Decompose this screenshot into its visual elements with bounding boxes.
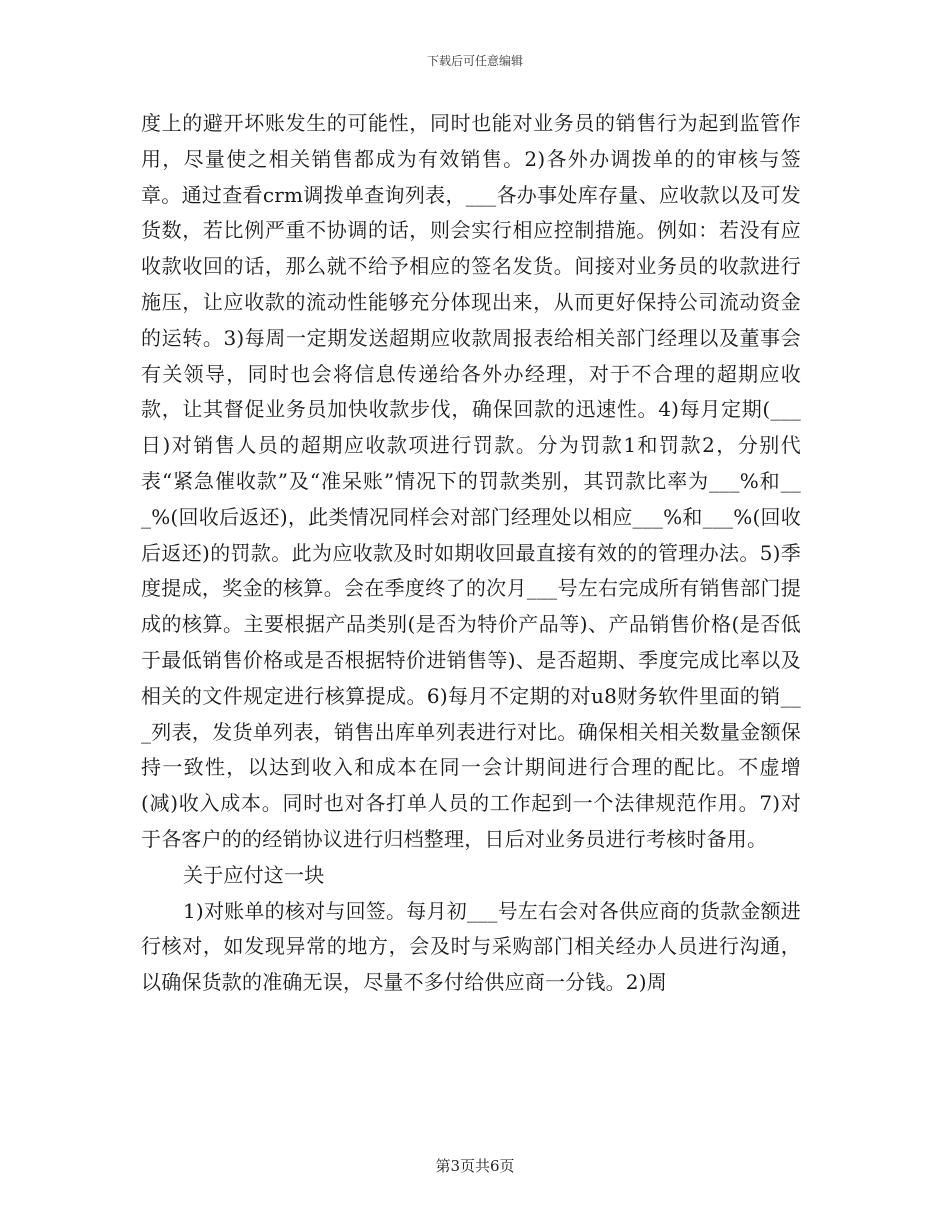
page-header: 下载后可任意编辑 <box>426 54 523 68</box>
document-body <box>141 106 801 1001</box>
body-paragraph: 度上的避开坏账发生的可能性，同时也能对业务员的销售行为起到监管作用，尽量使之相关销售都成为有效销售。2)各外办调拨单的的审核与签章。通过查看crm调拨单查询列表，___各办事处库存量、应收款以及可发货数，若比例严重不协调的话，则会实行相应控制措施。例如：若没有应收款收回的话，那么就不给予相应的签名发货。间接对业务员的收款进行施压，让应收款的流动性能够充分体现出来，从而更好保持公司流动资金的运转。3)每周一定期发送超期应收款周报表给相关部门经理以及董事会有关领导，同时也会将信息传递给各外办经理，对于不合理的超期应收款，让其督促业务员加快收款步伐，确保回款的迅速性。4)每月定期(___日)对销售人员的超期应收款项进行罚款。分为罚款1和罚款2，分别代表“紧急催收款”及“准呆账”情况下的罚款类别，其罚款比率为___%和___%(回收后返还)，此类情况同样会对部门经理处以相应___%和___%(回收后返还)的罚款。此为应收款及时如期收回最直接有效的的管理办法。5)季度提成，奖金的核算。会在季度终了的次月___号左右完成所有销售部门提成的核算。主要根据产品类别(是否为特价产品等)、产品销售价格(是否低于最低销售价格或是否根据特价进销售等)、是否超期、季度完成比率以及相关的文件规定进行核算提成。6)每月不定期的对u8财务软件里面的销___列表，发货单列表，销售出库单列表进行对比。确保相关相关数量金额保持一致性，以达到收入和成本在同一会计期间进行合理的配比。不虚增(减)收入成本。同时也对各打单人员的工作起到一个法律规范作用。7)对于各客户的的经销协议进行归档整理，日后对业务员进行考核时备用。 <box>141 111 801 851</box>
body-paragraph: 1)对账单的核对与回签。每月初___号左右会对各供应商的货款金额进行核对，如发现异常的地方，会及时与采购部门相关经办人员进行沟通，以确保货款的准确无误，尽量不多付给供应商一分钱。2)周 <box>141 898 801 995</box>
section-heading: 关于应付这一块 <box>183 862 325 887</box>
page-number: 第3页共6页 <box>435 1157 515 1175</box>
